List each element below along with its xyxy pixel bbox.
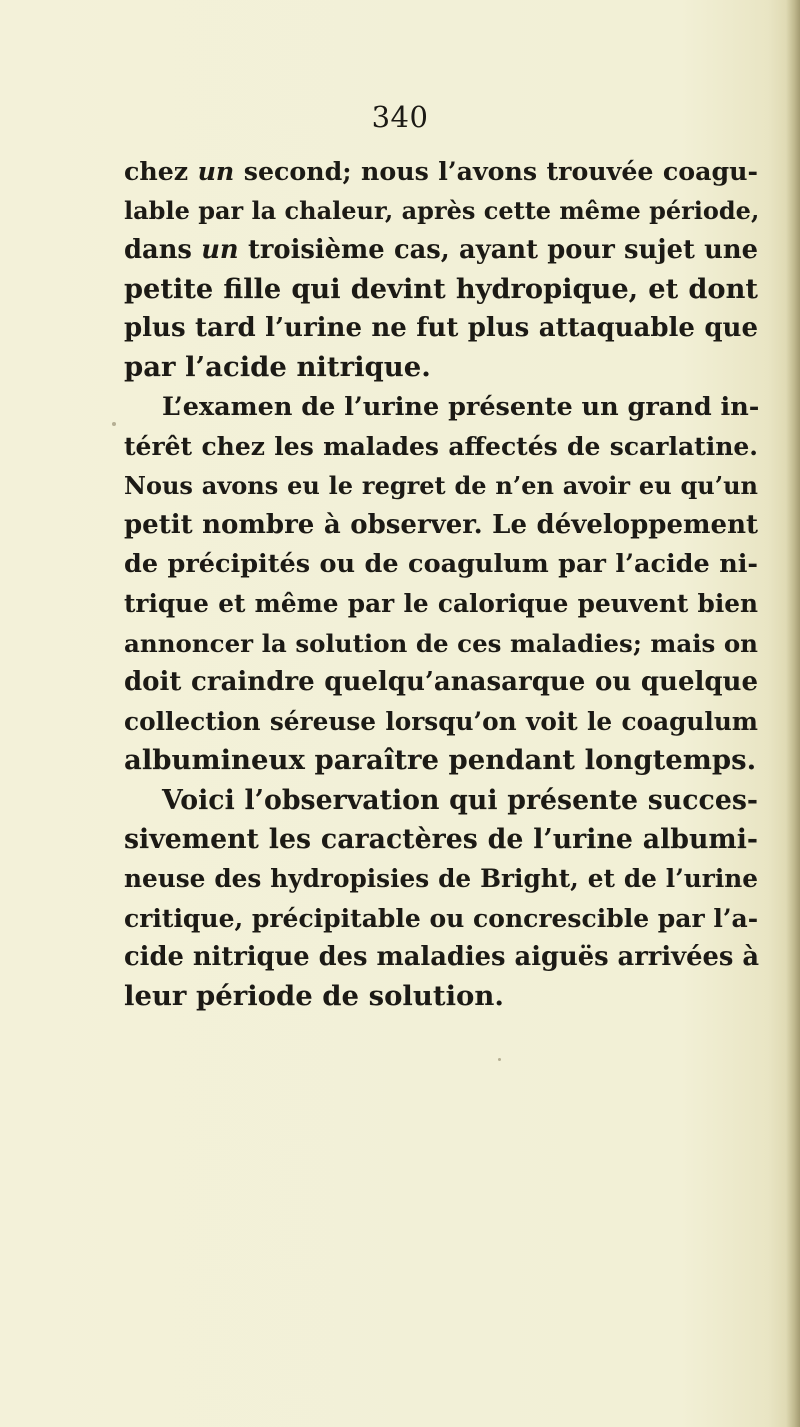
- text-line: par l’acide nitrique.: [124, 351, 431, 384]
- text-line: plus tard l’urine ne fut plus attaquable que: [124, 313, 758, 344]
- text-line: térêt chez les malades affectés de scarlatine.: [124, 432, 758, 462]
- text-line: petite fille qui devint hydropique, et dont: [124, 272, 758, 305]
- text-line: L’examen de l’urine présente un grand in-: [162, 391, 760, 422]
- text-line: doit craindre quelqu’anasarque ou quelque: [124, 666, 758, 697]
- text-line: chez un second; nous l’avons trouvée coagu-: [124, 156, 758, 186]
- page-number: 340: [371, 100, 429, 134]
- text-line: annoncer la solution de ces maladies; mais on: [124, 628, 758, 658]
- text-line: petit nombre à observer. Le développement: [124, 509, 758, 540]
- text-line: collection séreuse lorsqu’on voit le coagulum: [124, 707, 758, 737]
- text-line: neuse des hydropisies de Bright, et de l’urine: [124, 864, 758, 894]
- text-line: cide nitrique des maladies aiguës arrivées à: [124, 941, 760, 972]
- text-line: albumineux paraître pendant longtemps.: [124, 744, 757, 777]
- page-edge-shadow: [786, 0, 800, 1427]
- paper-speck: [498, 1058, 501, 1061]
- text-line: dans un troisième cas, ayant pour sujet une: [124, 234, 758, 265]
- text-line: trique et même par le calorique peuvent bien: [124, 589, 758, 619]
- text-line: Voici l’observation qui présente succes-: [162, 784, 758, 816]
- text-line: critique, précipitable ou concrescible par l’a-: [124, 903, 759, 933]
- paper-speck: [112, 422, 116, 426]
- text-line: lable par la chaleur, après cette même période,: [124, 196, 760, 226]
- text-line: leur période de solution.: [124, 980, 504, 1013]
- text-line: Nous avons eu le regret de n’en avoir eu qu’un: [124, 471, 758, 501]
- text-line: sivement les caractères de l’urine albumi-: [124, 824, 758, 856]
- body-text: [124, 152, 758, 1017]
- text-line: de précipités ou de coagulum par l’acide ni-: [124, 548, 758, 579]
